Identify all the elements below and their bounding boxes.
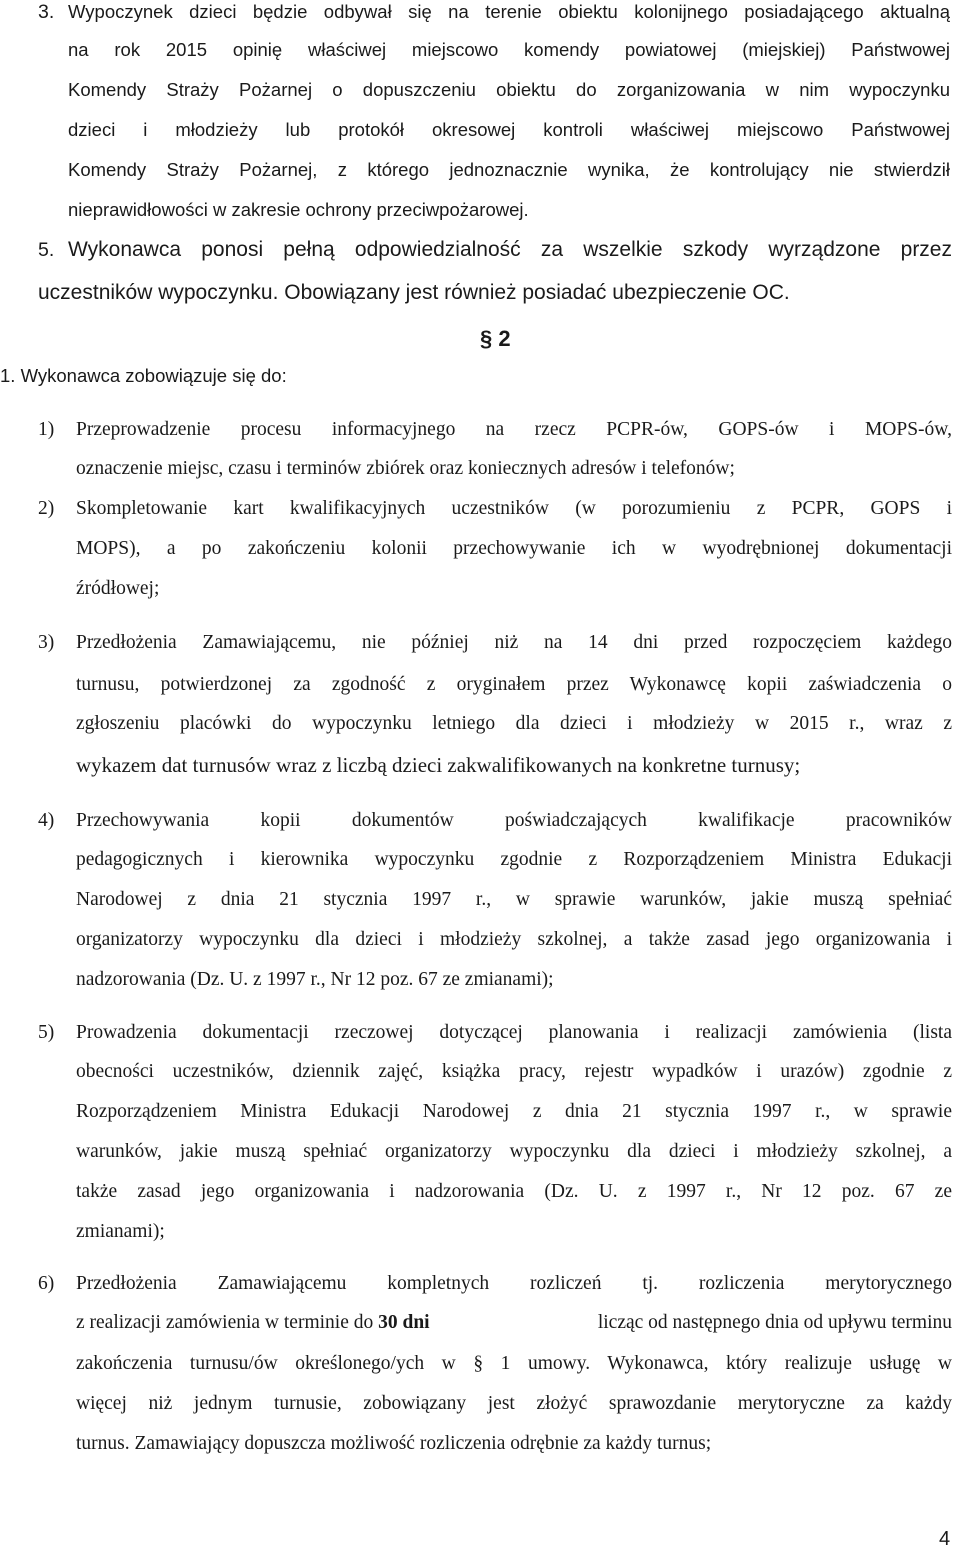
paragraph-line: turnusu, potwierdzonej za zgodność z oryginałem przez Wykonawcę kopii zaświadczenia o (76, 674, 952, 695)
paragraph-line: na rok 2015 opinię właściwej miejscowo komendy powiatowej (miejskiej) Państwowej (68, 39, 950, 60)
paragraph-line: Wykonawca ponosi pełną odpowiedzialność za wszelkie szkody wyrządzone przez (68, 238, 952, 261)
paragraph-line: pedagogicznych i kierownika wypoczynku zgodnie z Rozporządzeniem Ministra Edukacji (76, 849, 952, 870)
paragraph-line: warunków, jakie muszą spełniać organizatorzy wypoczynku dla dzieci i młodzieży szkolnej, a (76, 1141, 952, 1162)
paragraph-line: Narodowej z dnia 21 stycznia 1997 r., w sprawie warunków, jakie muszą spełniać (76, 889, 952, 910)
paragraph-line: nadzorowania (Dz. U. z 1997 r., Nr 12 poz. 67 ze zmianami); (76, 969, 554, 990)
section-intro: 1. Wykonawca zobowiązuje się do: (0, 365, 287, 386)
page-number: 4 (939, 1528, 951, 1550)
paragraph-line: także zasad jego organizowania i nadzorowania (Dz. U. z 1997 r., Nr 12 poz. 67 ze (76, 1181, 952, 1202)
section-heading: § 2 (480, 326, 511, 351)
paragraph-line (76, 1311, 952, 1335)
list-number: 2) (38, 498, 55, 519)
paragraph-line: nieprawidłowości w zakresie ochrony przeciwpożarowej. (68, 199, 529, 220)
paragraph-line: MOPS), a po zakończeniu kolonii przechowywanie ich w wyodrębnionej dokumentacji (76, 538, 952, 559)
list-number: 5. (38, 239, 55, 261)
paragraph-line: Skompletowanie kart kwalifikacyjnych uczestników (w porozumieniu z PCPR, GOPS i (76, 498, 952, 519)
paragraph-line: turnus. Zamawiający dopuszcza możliwość rozliczenia odrębnie za każdy turnus; (76, 1433, 712, 1454)
paragraph-line: Przedłożenia Zamawiającemu, nie później niż na 14 dni przed rozpoczęciem każdego (76, 632, 952, 653)
paragraph-line-end: licząc od następnego dnia od upływu terminu (597, 1312, 952, 1333)
paragraph-line: Komendy Straży Pożarnej, z którego jednoznacznie wynika, że kontrolujący nie stwierdził (68, 159, 950, 180)
paragraph-line: uczestników wypoczynku. Obowiązany jest również posiadać ubezpieczenie OC. (38, 281, 790, 304)
paragraph-line: źródłowej; (76, 578, 160, 599)
paragraph-line-start: z realizacji zamówienia w terminie do 30 dni (76, 1312, 430, 1333)
paragraph-line: oznaczenie miejsc, czasu i terminów zbiórek oraz koniecznych adresów i telefonów; (76, 458, 735, 479)
paragraph-line: Przedłożenia Zamawiającemu kompletnych rozliczeń tj. rozliczenia merytorycznego (76, 1273, 952, 1294)
list-number: 5) (38, 1022, 55, 1043)
paragraph-line: obecności uczestników, dziennik zajęć, książka pracy, rejestr wypadków i urazów) zgodnie z (76, 1061, 952, 1082)
list-number: 6) (38, 1273, 55, 1294)
paragraph-line: więcej niż jednym turnusie, zobowiązany jest złożyć sprawozdanie merytoryczne za każdy (76, 1393, 952, 1414)
list-number: 4) (38, 810, 55, 831)
list-number: 3) (38, 632, 55, 653)
paragraph-line: wykazem dat turnusów wraz z liczbą dzieci zakwalifikowanych na konkretne turnusy; (76, 753, 801, 777)
paragraph-line: Komendy Straży Pożarnej o dopuszczeniu obiektu do zorganizowania w nim wypoczynku (68, 79, 950, 100)
paragraph-line: organizatorzy wypoczynku dla dzieci i młodzieży szkolnej, a także zasad jego organizowania i (76, 929, 952, 950)
paragraph-line: Prowadzenia dokumentacji rzeczowej dotyczącej planowania i realizacji zamówienia (lista (76, 1022, 952, 1043)
list-number: 3. (38, 1, 55, 23)
paragraph-line: Przeprowadzenie procesu informacyjnego na rzecz PCPR-ów, GOPS-ów i MOPS-ów, (76, 419, 952, 440)
paragraph-line: zgłoszeniu placówki do wypoczynku letniego dla dzieci i młodzieży w 2015 r., wraz z (76, 713, 952, 734)
list-number: 1) (38, 419, 55, 440)
paragraph-line: dzieci i młodzieży lub protokół okresowej kontroli właściwej miejscowo Państwowej (68, 119, 950, 140)
deadline-term: 30 dni (378, 1312, 430, 1333)
paragraph-line: zakończenia turnusu/ów określonego/ych w § 1 umowy. Wykonawca, który realizuje usługę w (76, 1353, 952, 1374)
paragraph-line: Wypoczynek dzieci będzie odbywał się na terenie obiektu kolonijnego posiadającego aktualną (68, 1, 950, 22)
paragraph-line: Przechowywania kopii dokumentów poświadczających kwalifikacje pracowników (76, 810, 952, 831)
paragraph-line: zmianami); (76, 1221, 165, 1242)
paragraph-line: Rozporządzeniem Ministra Edukacji Narodowej z dnia 21 stycznia 1997 r., w sprawie (76, 1101, 952, 1122)
